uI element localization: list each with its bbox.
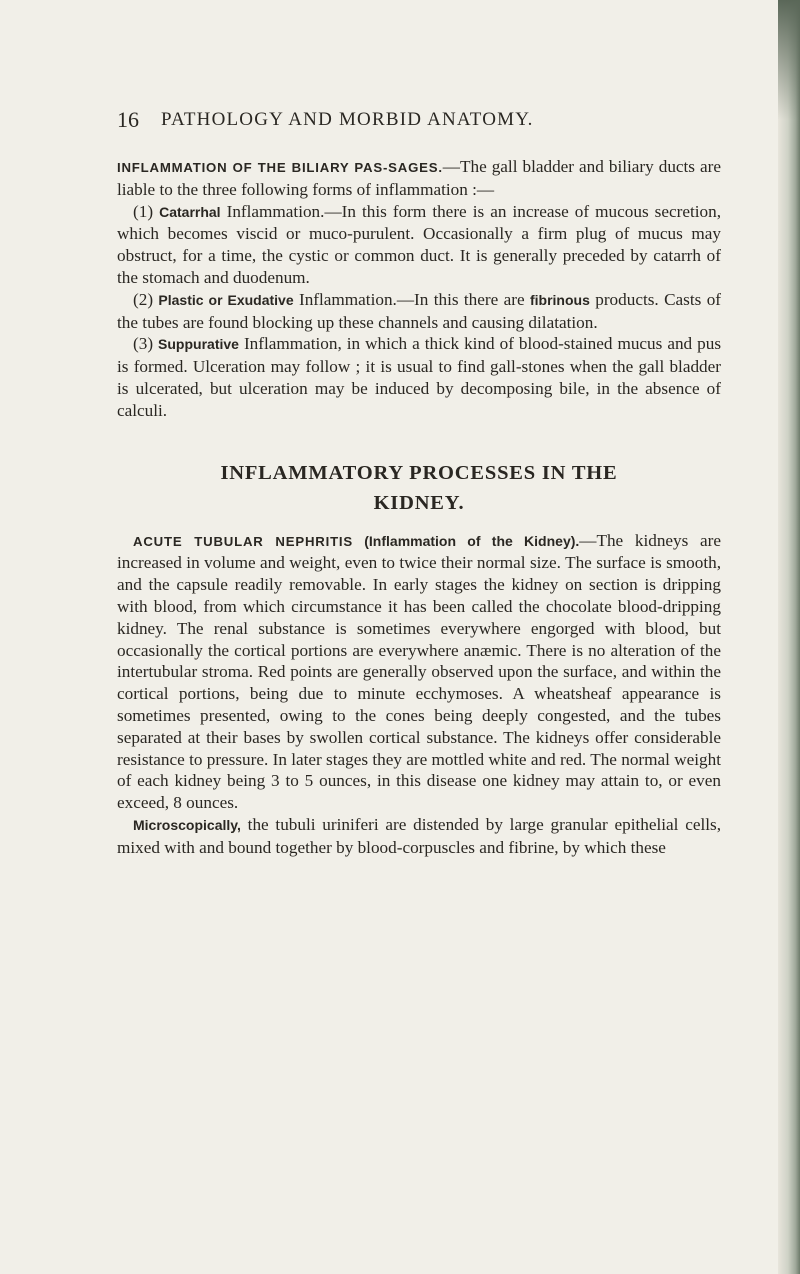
- item-number: (3): [133, 334, 154, 354]
- nephritis-body: —The kidneys are increased in volume and weight, even to twice their normal size. The surface is smooth, and the capsule readily removable. In early stages the kidney on section is dripping with blood, from which circumstance it has been called the chocolate blood-dripping kidney. The renal substance is sometimes everywhere engorged with blood, but occasionally the cortical portions are everywhere anæmic. There is no alteration of the intertubular stroma. Red points are generally observed upon the surface, and within the cortical portions, being due to minute ecchymoses. A wheatsheaf appearance is sometimes presented, owing to the cones being deeply congested, and the tubes separated at their bases by swollen cortical substance. The kidneys offer considerable resistance to pressure. In later stages they are mottled white and red. The normal weight of each kidney being 3 to 5 ounces, in this disease one kidney may attain to, or even exceed, 8 ounces.: [117, 530, 721, 813]
- page-number: 16: [117, 107, 139, 132]
- biliary-intro-paragraph: [117, 156, 721, 201]
- page-header: [117, 107, 717, 137]
- section-title-line2: KIDNEY.: [373, 491, 465, 514]
- nephritis-paragraph: [117, 530, 721, 814]
- section-title: [117, 458, 721, 518]
- microscopic-paragraph: [117, 814, 721, 859]
- plastic-text-a: Inflammation.—In this there are: [293, 289, 530, 309]
- item-number: (2): [133, 289, 154, 309]
- page-content: [117, 156, 721, 859]
- page-edge-shadow-top: [778, 0, 800, 120]
- biliary-heading: INFLAMMATION OF THE BILIARY PAS-SAGES.: [117, 160, 443, 175]
- fibrinous-term: fibrinous: [529, 291, 590, 308]
- section-title-line1: INFLAMMATORY PROCESSES IN THE: [220, 461, 618, 484]
- nephritis-heading: ACUTE TUBULAR NEPHRITIS: [133, 533, 353, 549]
- plastic-term: Plastic or Exudative: [158, 291, 294, 308]
- suppurative-text: Inflammation, in which a thick kind of blood-stained mucus and pus is formed. Ulceration may follow ; it is usual to find gall-stones when the gall bladder is ulcerated, but ulceration may be induced by decomposing bile, in the absence of calculi.: [117, 334, 722, 420]
- microscopically-term: Microscopically,: [133, 816, 241, 833]
- microscopic-text: the tubuli uriniferi are distended by large granular epithelial cells, mixed with and bound together by blood-corpuscles and fibrine, by which these: [117, 814, 721, 857]
- nephritis-heading-paren: (Inflammation of the Kidney).: [352, 532, 580, 549]
- suppurative-paragraph: [117, 333, 721, 421]
- item-number: (1): [133, 201, 154, 221]
- title-spacer: [117, 518, 721, 530]
- plastic-text-b: products. Casts of the tubes are found blocking up these channels and causing dilatation.: [117, 289, 722, 332]
- running-head: PATHOLOGY AND MORBID ANATOMY.: [161, 109, 534, 130]
- section-spacer: [117, 422, 721, 458]
- biliary-intro-text: —The gall bladder and biliary ducts are liable to the three following forms of inflammation :—: [117, 157, 721, 199]
- catarrhal-term: Catarrhal: [159, 203, 221, 220]
- plastic-paragraph: [117, 289, 721, 334]
- suppurative-term: Suppurative: [158, 336, 239, 353]
- catarrhal-paragraph: [117, 201, 721, 289]
- page-edge-shadow: [778, 0, 800, 1274]
- catarrhal-text: Inflammation.—In this form there is an increase of mucous secretion, which becomes viscid or muco-purulent. Occasionally a firm plug of mucus may obstruct, for a time, the cystic or common duct. It is generally preceded by catarrh of the stomach and duodenum.: [117, 201, 722, 287]
